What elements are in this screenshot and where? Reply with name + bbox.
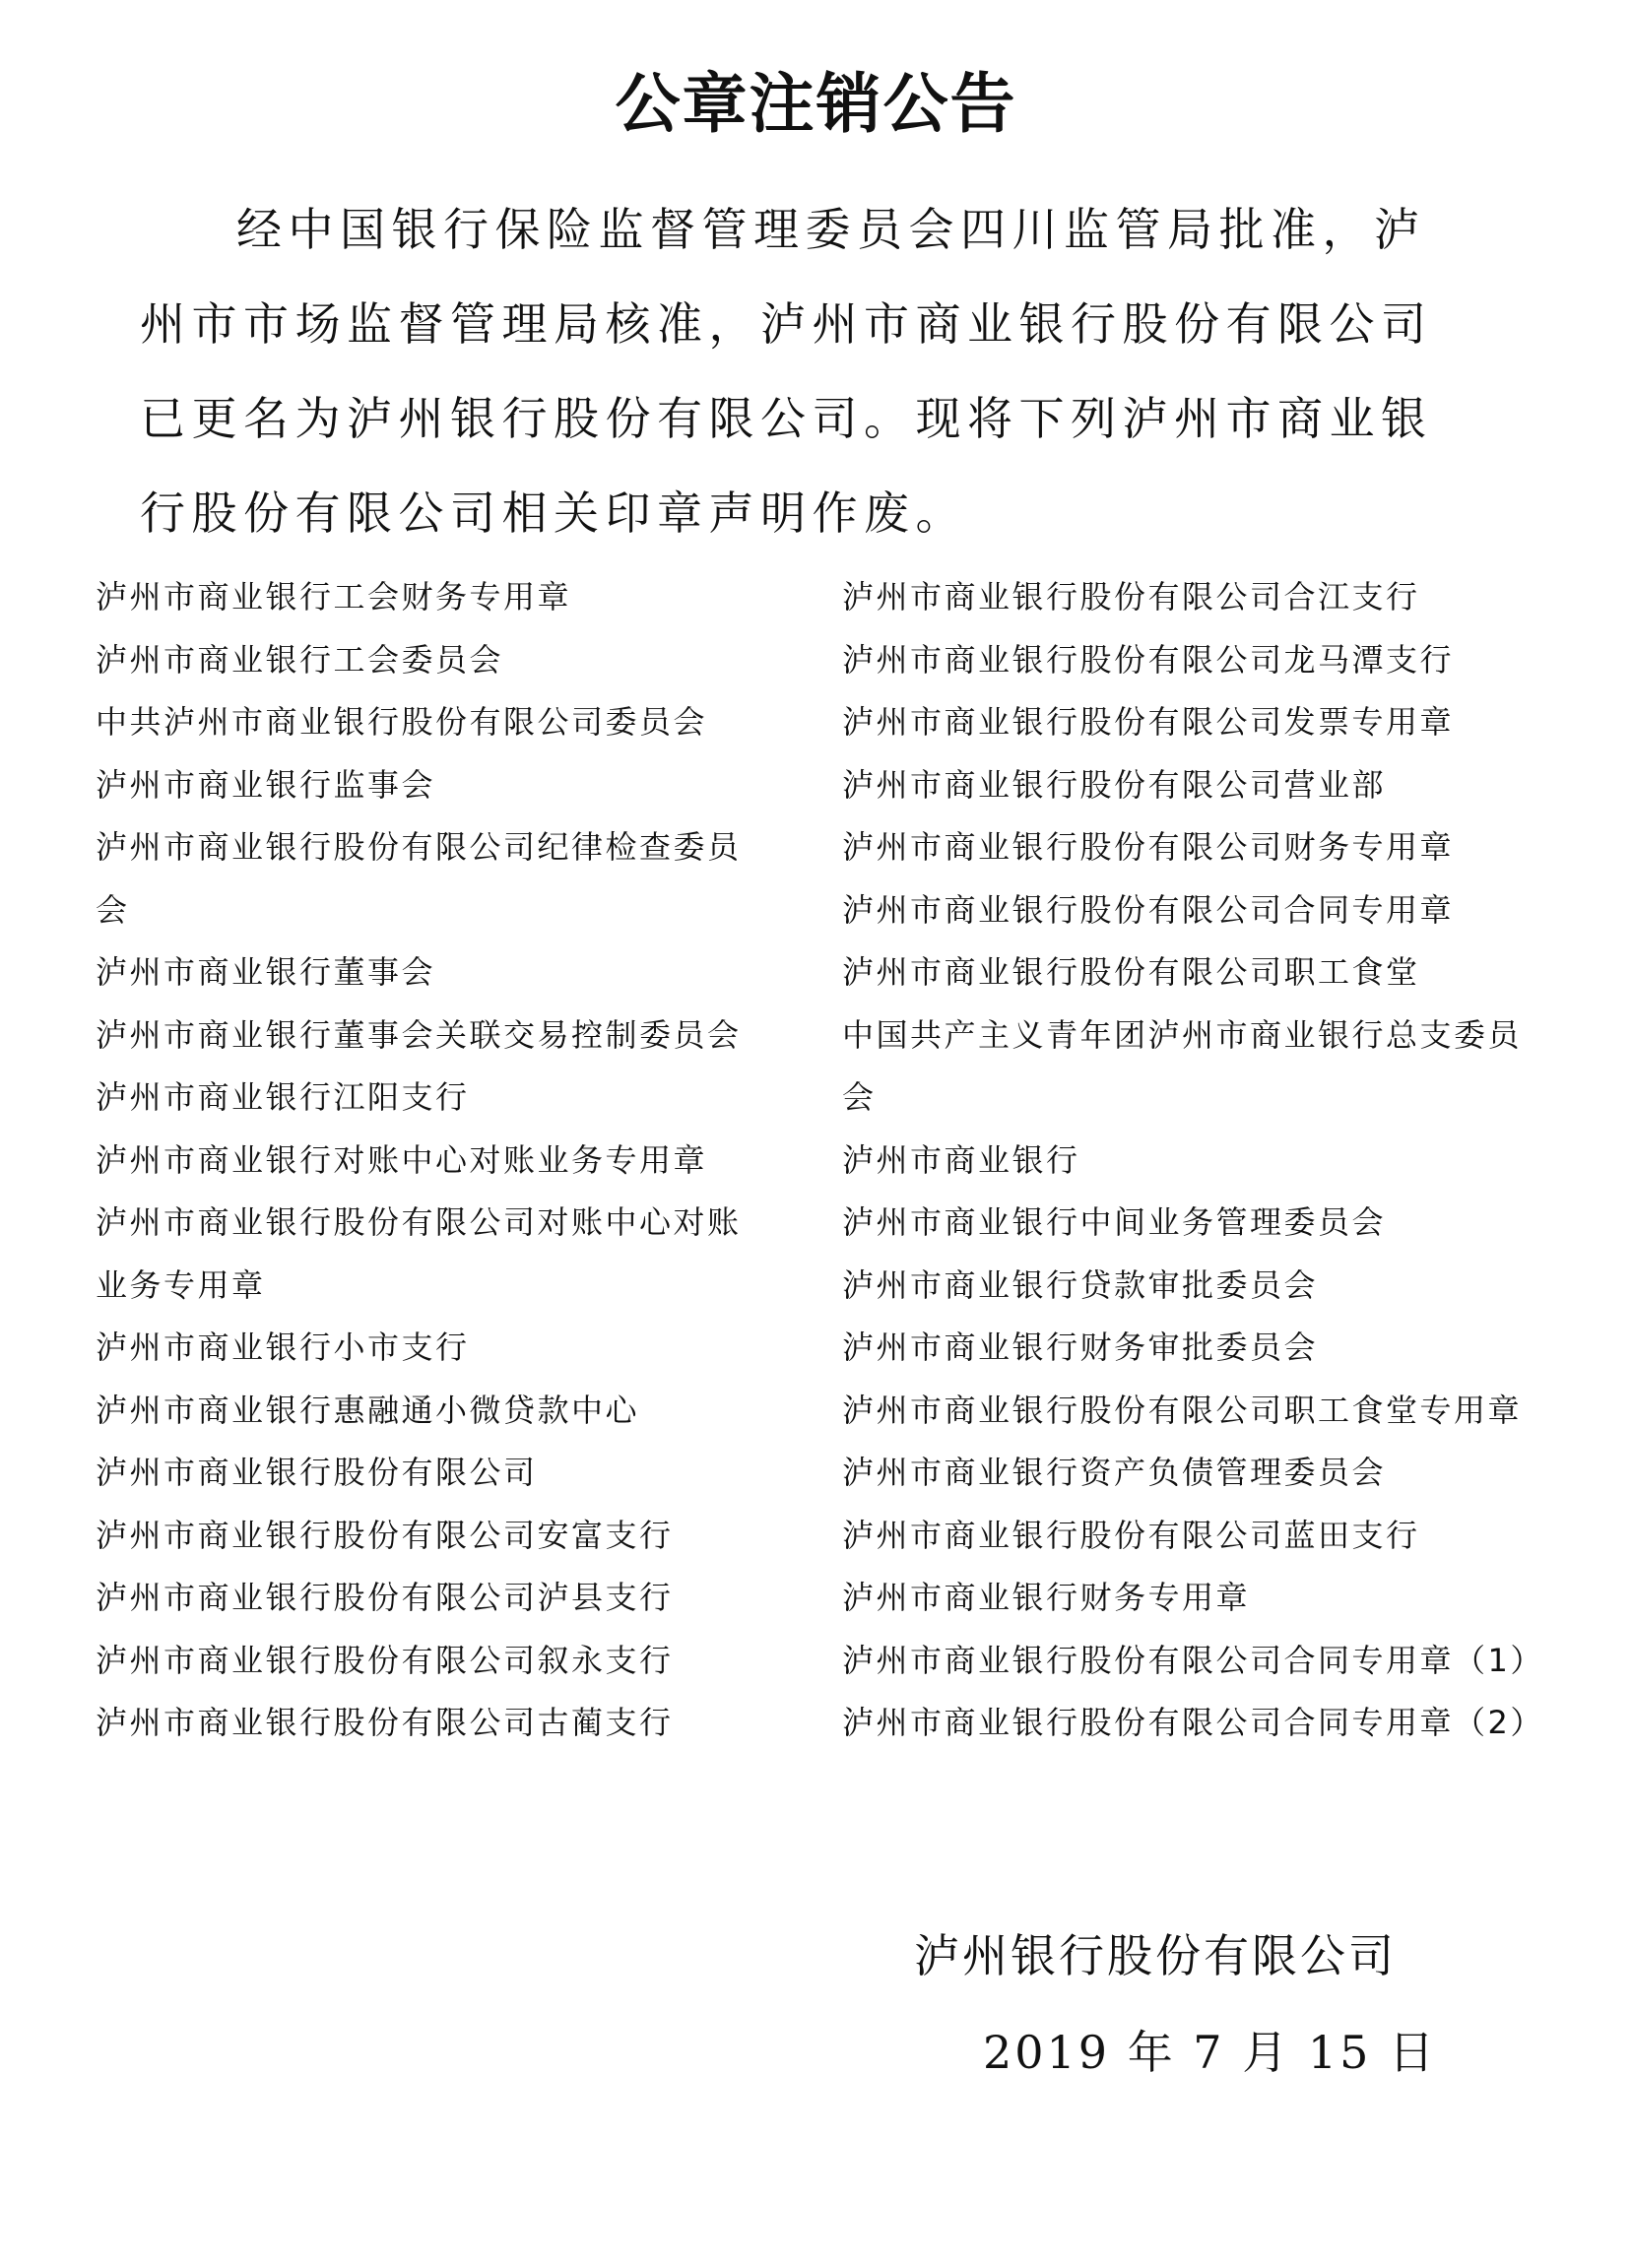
list-item: 泸州市商业银行财务审批委员会 xyxy=(842,1328,1319,1366)
list-item: 泸州市商业银行董事会 xyxy=(96,953,436,991)
list-item: 泸州市商业银行股份有限公司叙永支行 xyxy=(96,1641,674,1679)
list-item: 泸州市商业银行股份有限公司对账中心对账业务专用章 xyxy=(96,1203,742,1304)
seal-list-right xyxy=(842,566,1544,1755)
list-item: 中国共产主义青年团泸州市商业银行总支委员会 xyxy=(842,1015,1523,1116)
list-item: 泸州市商业银行股份有限公司泸县支行 xyxy=(96,1579,674,1616)
list-item: 泸州市商业银行中间业务管理委员会 xyxy=(842,1203,1387,1241)
list-item: 泸州市商业银行贷款审批委员会 xyxy=(842,1265,1319,1304)
list-item: 泸州市商业银行股份有限公司合同专用章（2） xyxy=(842,1704,1544,1741)
list-item: 泸州市商业银行股份有限公司合同专用章 xyxy=(842,890,1455,929)
list-item: 泸州市商业银行股份有限公司职工食堂专用章 xyxy=(842,1391,1523,1429)
list-item: 泸州市商业银行工会委员会 xyxy=(96,640,504,679)
intro-paragraph: 经中国银行保险监督管理委员会四川监管局批准，泸州市市场监督管理局核准，泸州市商业银行股份有限公司已更名为泸州银行股份有限公司。现将下列泸州市商业银行股份有限公司相关印章声明作废。 xyxy=(140,203,1433,540)
list-item: 泸州市商业银行监事会 xyxy=(96,765,436,804)
list-item: 泸州市商业银行股份有限公司纪律检查委员会 xyxy=(96,828,742,929)
list-item: 中共泸州市商业银行股份有限公司委员会 xyxy=(96,703,708,741)
list-item: 泸州市商业银行股份有限公司合江支行 xyxy=(842,578,1420,616)
list-item: 泸州市商业银行股份有限公司职工食堂 xyxy=(842,953,1420,991)
issue-date: 2019 年 7 月 15 日 xyxy=(983,2026,1437,2079)
list-item: 泸州市商业银行股份有限公司合同专用章（1） xyxy=(842,1641,1544,1679)
list-item: 泸州市商业银行惠融通小微贷款中心 xyxy=(96,1391,640,1429)
page-title: 公章注销公告 xyxy=(615,66,1017,142)
list-item: 泸州市商业银行 xyxy=(842,1140,1080,1179)
list-item: 泸州市商业银行股份有限公司蓝田支行 xyxy=(842,1516,1420,1554)
list-item: 泸州市商业银行股份有限公司龙马潭支行 xyxy=(842,640,1455,679)
list-item: 泸州市商业银行资产负债管理委员会 xyxy=(842,1454,1387,1491)
signer-name: 泸州银行股份有限公司 xyxy=(914,1929,1397,1982)
list-item: 泸州市商业银行对账中心对账业务专用章 xyxy=(96,1140,708,1179)
list-item: 泸州市商业银行股份有限公司发票专用章 xyxy=(842,703,1455,741)
list-item: 泸州市商业银行股份有限公司 xyxy=(96,1454,538,1491)
list-item: 泸州市商业银行小市支行 xyxy=(96,1328,470,1366)
list-item: 泸州市商业银行江阳支行 xyxy=(96,1078,470,1116)
list-item: 泸州市商业银行财务专用章 xyxy=(842,1579,1251,1616)
list-item: 泸州市商业银行工会财务专用章 xyxy=(96,578,572,616)
seal-list-left xyxy=(96,566,765,1755)
list-item: 泸州市商业银行股份有限公司古蔺支行 xyxy=(96,1704,674,1741)
list-item: 泸州市商业银行董事会关联交易控制委员会 xyxy=(96,1015,742,1054)
list-item: 泸州市商业银行股份有限公司安富支行 xyxy=(96,1516,674,1554)
list-item: 泸州市商业银行股份有限公司营业部 xyxy=(842,765,1387,804)
list-item: 泸州市商业银行股份有限公司财务专用章 xyxy=(842,828,1455,866)
